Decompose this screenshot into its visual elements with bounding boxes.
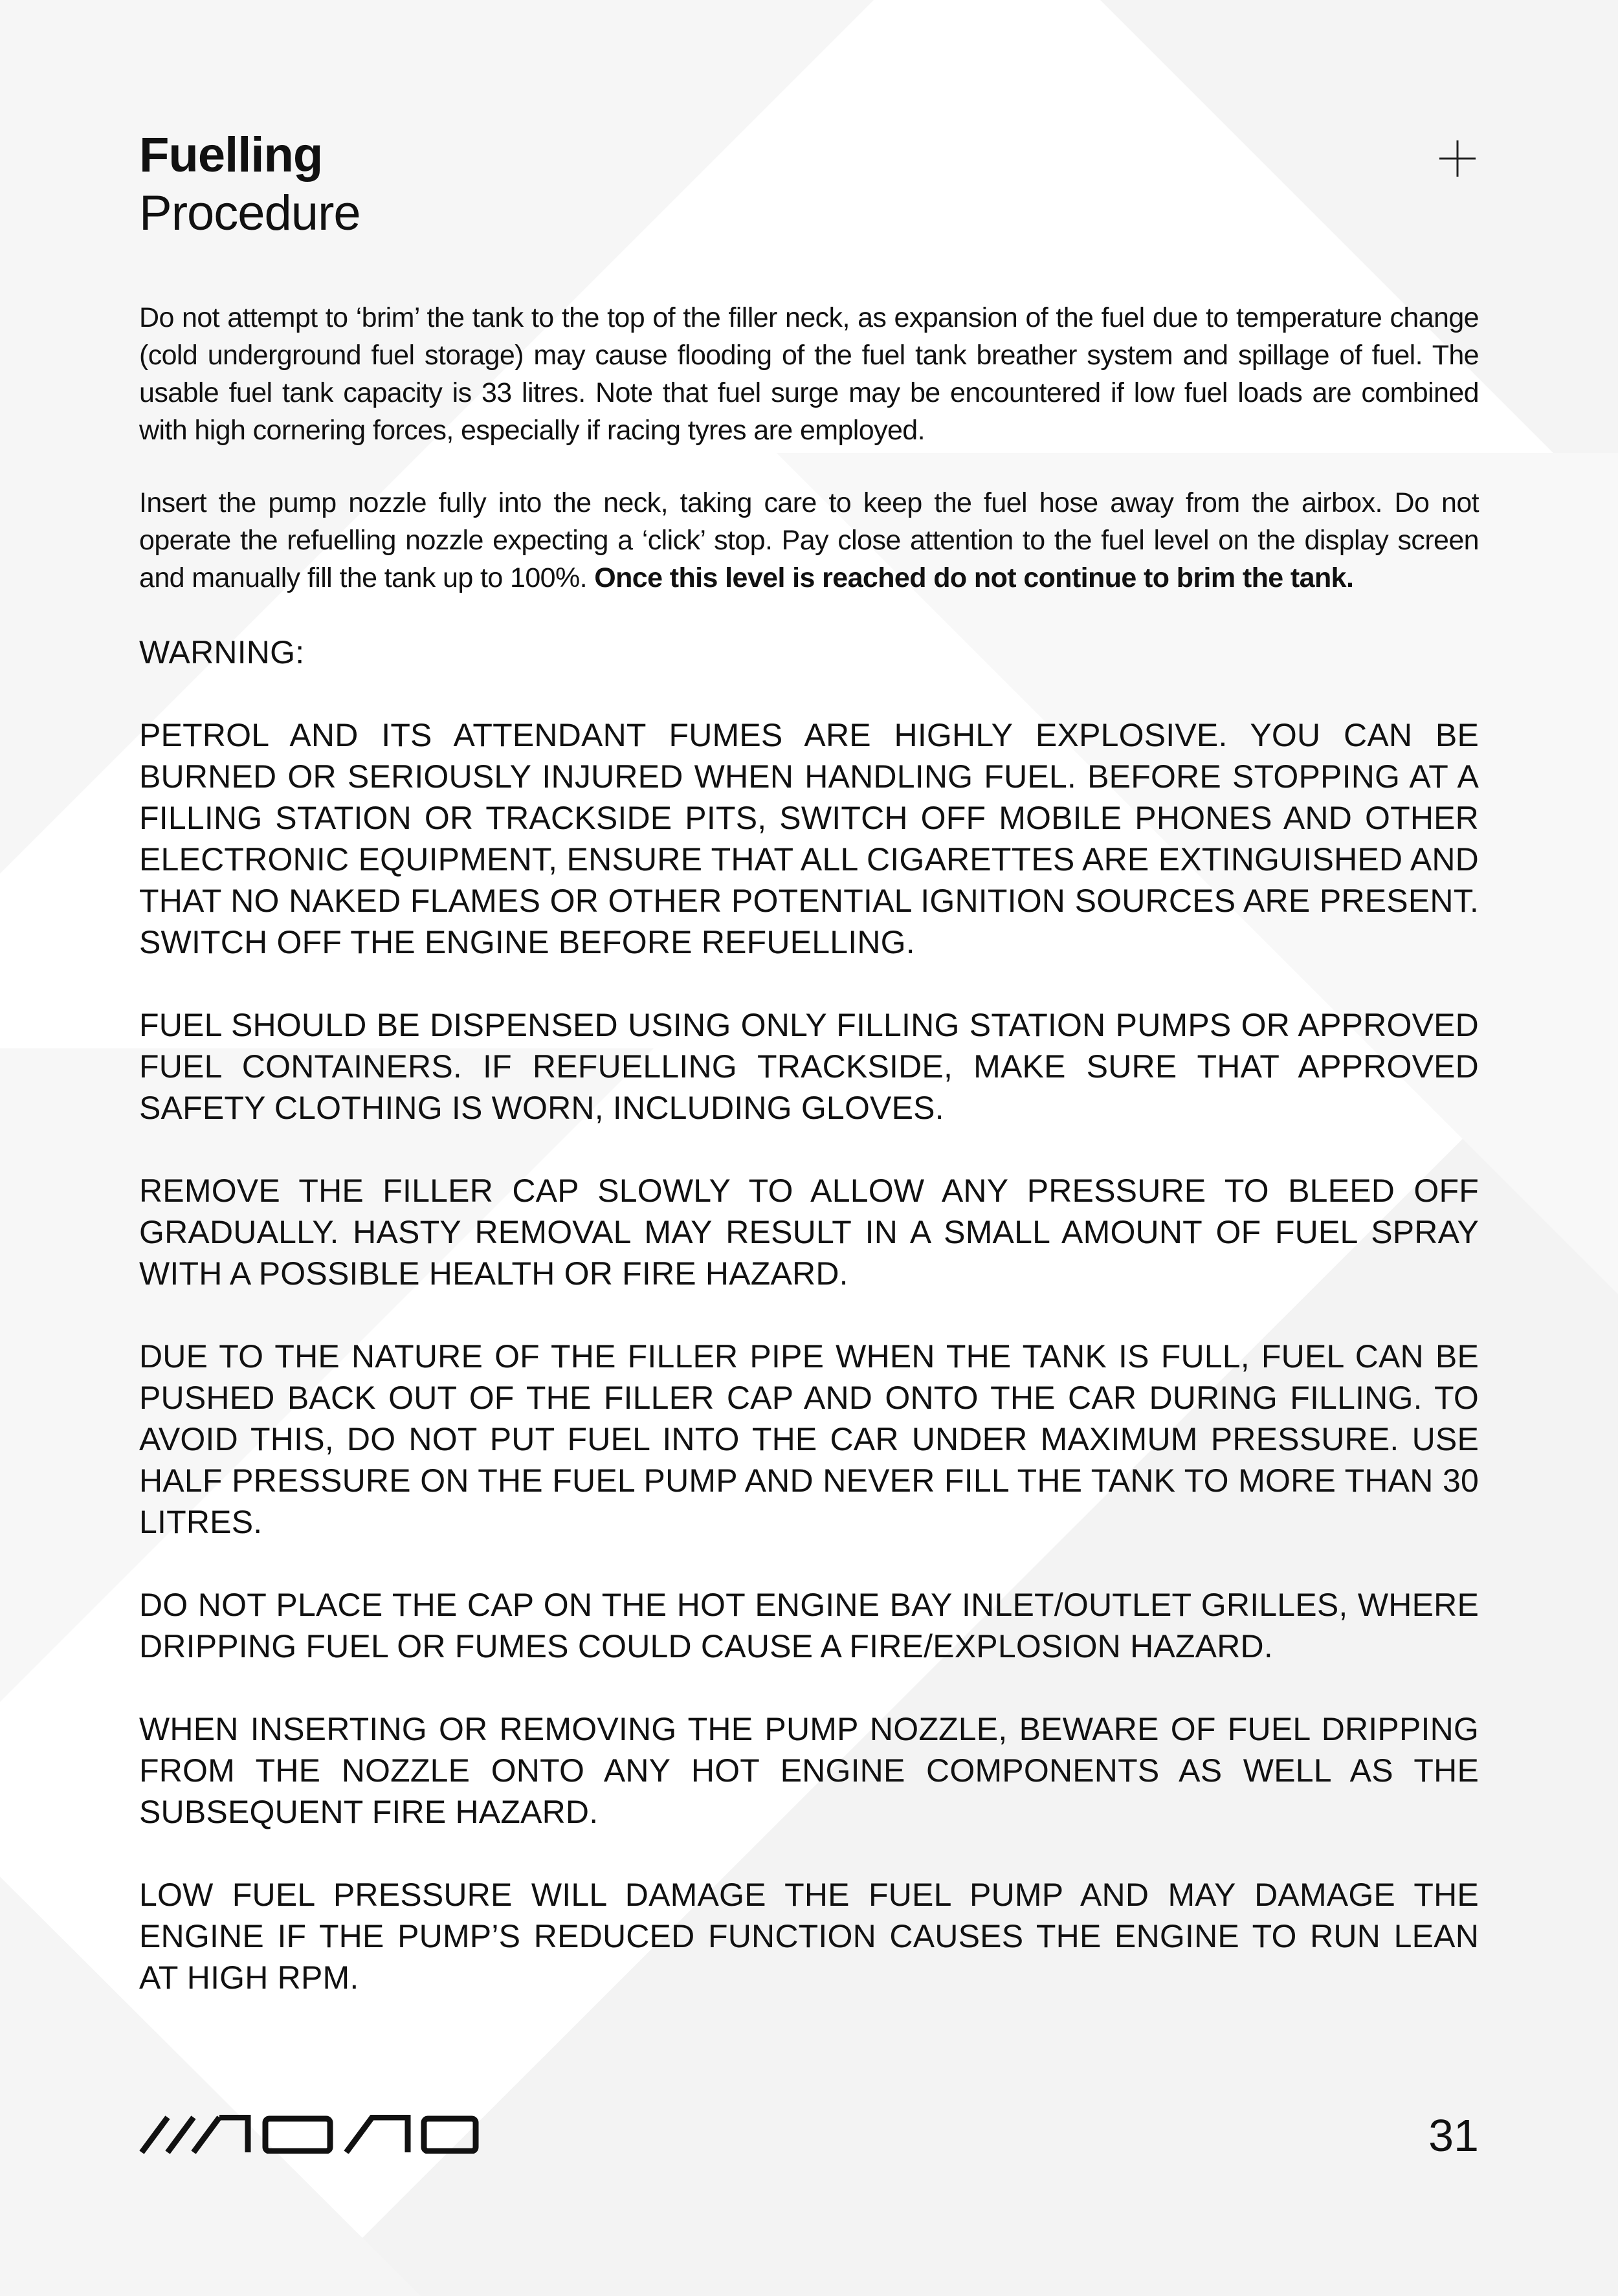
- nozzle-paragraph: [139, 484, 1479, 597]
- page-number: 31: [1428, 2110, 1479, 2161]
- nozzle-text: Insert the pump nozzle fully into the neck, taking care to keep the fuel hose away from the airbox. Do not operate the refuelling nozzle expecting a ‘click’ stop. Pay close attention to the fuel level on the display screen and manually fill the tank up to 100%.: [139, 487, 1479, 593]
- nozzle-emphasis: Once this level is reached do not continue to brim the tank.: [594, 562, 1354, 593]
- plus-icon: [1438, 139, 1477, 178]
- intro-paragraph: Do not attempt to ‘brim’ the tank to the top of the filler neck, as expansion of the fuel due to temperature change (cold underground fuel storage) may cause flooding of the fuel tank breather system and spillage of fuel. The usable fuel tank capacity is 33 litres. Note that fuel surge may be encountered if low fuel loads are combined with high cornering forces, especially if racing tyres are employed.: [139, 302, 1479, 446]
- heading-block: [139, 126, 360, 243]
- warning-item: REMOVE THE FILLER CAP SLOWLY TO ALLOW ANY PRESSURE TO BLEED OFF GRADUALLY. HASTY REMOVAL MAY RESULT IN A SMALL AMOUNT OF FUEL SPRAY WITH A POSSIBLE HEALTH OR FIRE HAZARD.: [139, 1173, 1479, 1292]
- warning-item: WHEN INSERTING OR REMOVING THE PUMP NOZZLE, BEWARE OF FUEL DRIPPING FROM THE NOZZLE ONTO ANY HOT ENGINE COMPONENTS AS WELL AS THE SUBSEQUENT FIRE HAZARD.: [139, 1711, 1479, 1830]
- page-subtitle: Procedure: [139, 186, 360, 241]
- warning-item: DUE TO THE NATURE OF THE FILLER PIPE WHEN THE TANK IS FULL, FUEL CAN BE PUSHED BACK OUT OF THE FILLER CAP AND ONTO THE CAR DURING FILLING. TO AVOID THIS, DO NOT PUT FUEL INTO THE CAR UNDER MAXIMUM PRESSURE. USE HALF PRESSURE ON THE FUEL PUMP AND NEVER FILL THE TANK TO MORE THAN 30 LITRES.: [139, 1338, 1479, 1540]
- warning-item: DO NOT PLACE THE CAP ON THE HOT ENGINE BAY INLET/OUTLET GRILLES, WHERE DRIPPING FUEL OR FUMES COULD CAUSE A FIRE/EXPLOSION HAZARD.: [139, 1587, 1479, 1664]
- warning-item: LOW FUEL PRESSURE WILL DAMAGE THE FUEL PUMP AND MAY DAMAGE THE ENGINE IF THE PUMP’S REDUCED FUNCTION CAUSES THE ENGINE TO RUN LEAN AT HIGH RPM.: [139, 1877, 1479, 1996]
- page-content: [139, 299, 1479, 2040]
- mono-logo: [139, 2115, 479, 2154]
- page-title: Fuelling: [139, 127, 323, 182]
- warning-item: FUEL SHOULD BE DISPENSED USING ONLY FILLING STATION PUMPS OR APPROVED FUEL CONTAINERS. IF REFUELLING TRACKSIDE, MAKE SURE THAT APPROVED SAFETY CLOTHING IS WORN, INCLUDING GLOVES.: [139, 1007, 1479, 1126]
- warning-item: PETROL AND ITS ATTENDANT FUMES ARE HIGHLY EXPLOSIVE. YOU CAN BE BURNED OR SERIOUSLY INJURED WHEN HANDLING FUEL. BEFORE STOPPING AT A FILLING STATION OR TRACKSIDE PITS, SWITCH OFF MOBILE PHONES AND OTHER ELECTRONIC EQUIPMENT, ENSURE THAT ALL CIGARETTES ARE EXTINGUISHED AND THAT NO NAKED FLAMES OR OTHER POTENTIAL IGNITION SOURCES ARE PRESENT. SWITCH OFF THE ENGINE BEFORE REFUELLING.: [139, 717, 1479, 960]
- warning-label: WARNING:: [139, 634, 305, 670]
